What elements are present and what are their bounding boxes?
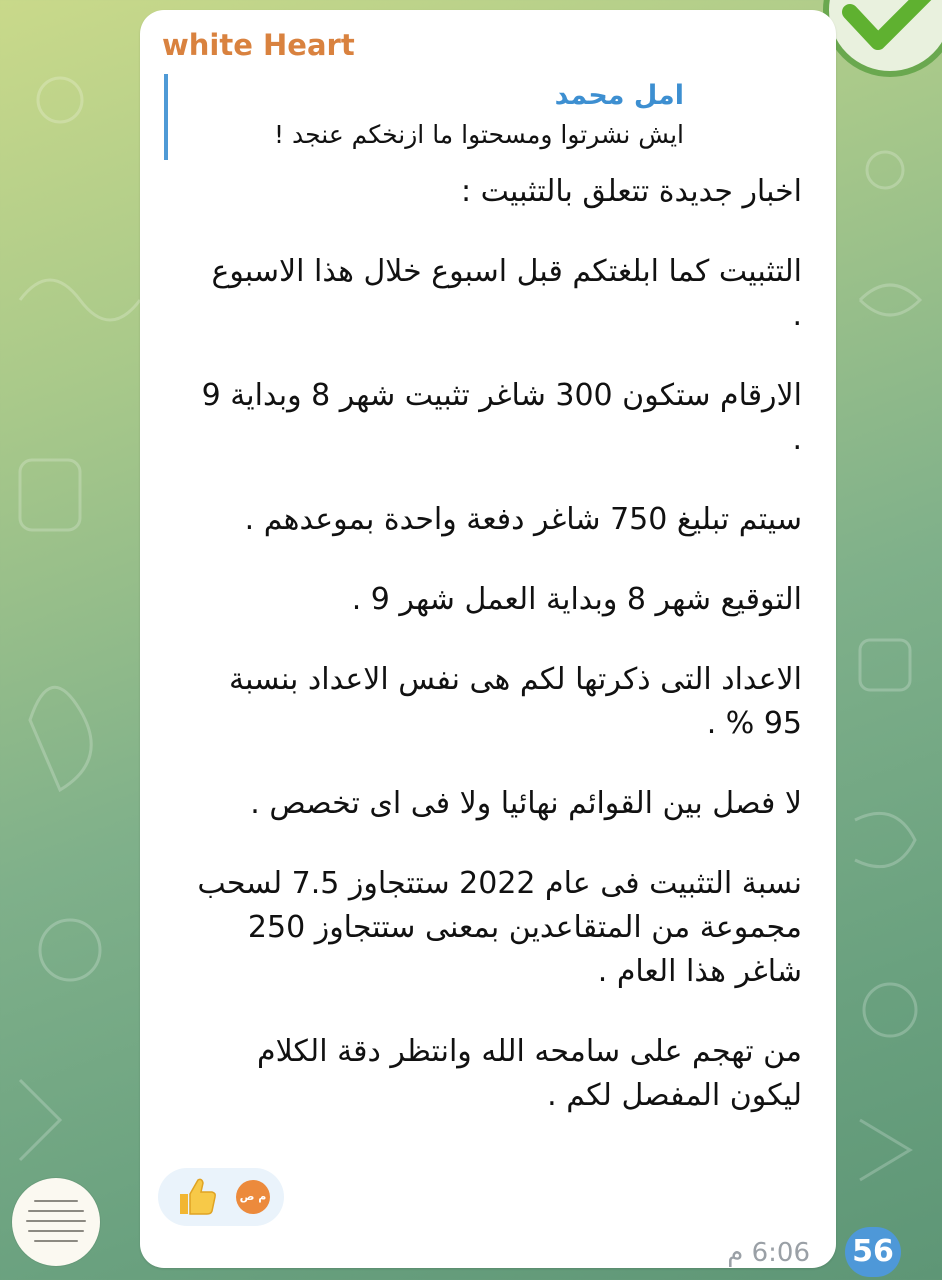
paragraph: الارقام ستكون 300 شاغر تثبيت شهر 8 وبداية 9 . (201, 378, 802, 457)
checkmark-icon (820, 0, 942, 90)
message-bubble[interactable] (140, 10, 836, 1268)
paragraph: التوقيع شهر 8 وبداية العمل شهر 9 . (351, 582, 802, 617)
message-time: 6:06 م (727, 1238, 810, 1268)
thumbs-up-icon (174, 1174, 220, 1220)
paragraph: لا فصل بين القوائم نهائيا ولا فى اى تخصص . (250, 786, 802, 821)
unread-count-badge[interactable]: 56 (845, 1227, 901, 1277)
paragraph: الاعداد التى ذكرتها لكم هى نفس الاعداد بنسبة 95 % . (229, 662, 802, 741)
reply-quote[interactable] (164, 74, 684, 160)
sender-name[interactable]: white Heart (162, 28, 355, 62)
paragraph: سيتم تبليغ 750 شاغر دفعة واحدة بموعدهم . (244, 502, 802, 537)
reactor-avatar: م ص (236, 1180, 270, 1214)
avatar[interactable] (12, 1178, 100, 1266)
message-text (196, 170, 802, 1154)
reply-text: ايش نشرتوا ومسحتوا ما ازنخكم عنجد ! (274, 120, 684, 149)
paragraph: نسبة التثبيت فى عام 2022 ستتجاوز 7.5 لسحب مجموعة من المتقاعدين بمعنى ستتجاوز 250 شاغر هذا العام . (197, 866, 802, 989)
paragraph: التثبيت كما ابلغتكم قبل اسبوع خلال هذا الاسبوع . (211, 254, 802, 333)
reply-author: امل محمد (554, 80, 684, 111)
paragraph: من تهجم على سامحه الله وانتظر دقة الكلام ليكون المفصل لكم . (257, 1034, 802, 1113)
paragraph: اخبار جديدة تتعلق بالتثبيت : (460, 174, 802, 209)
reaction-chip[interactable] (158, 1168, 284, 1226)
